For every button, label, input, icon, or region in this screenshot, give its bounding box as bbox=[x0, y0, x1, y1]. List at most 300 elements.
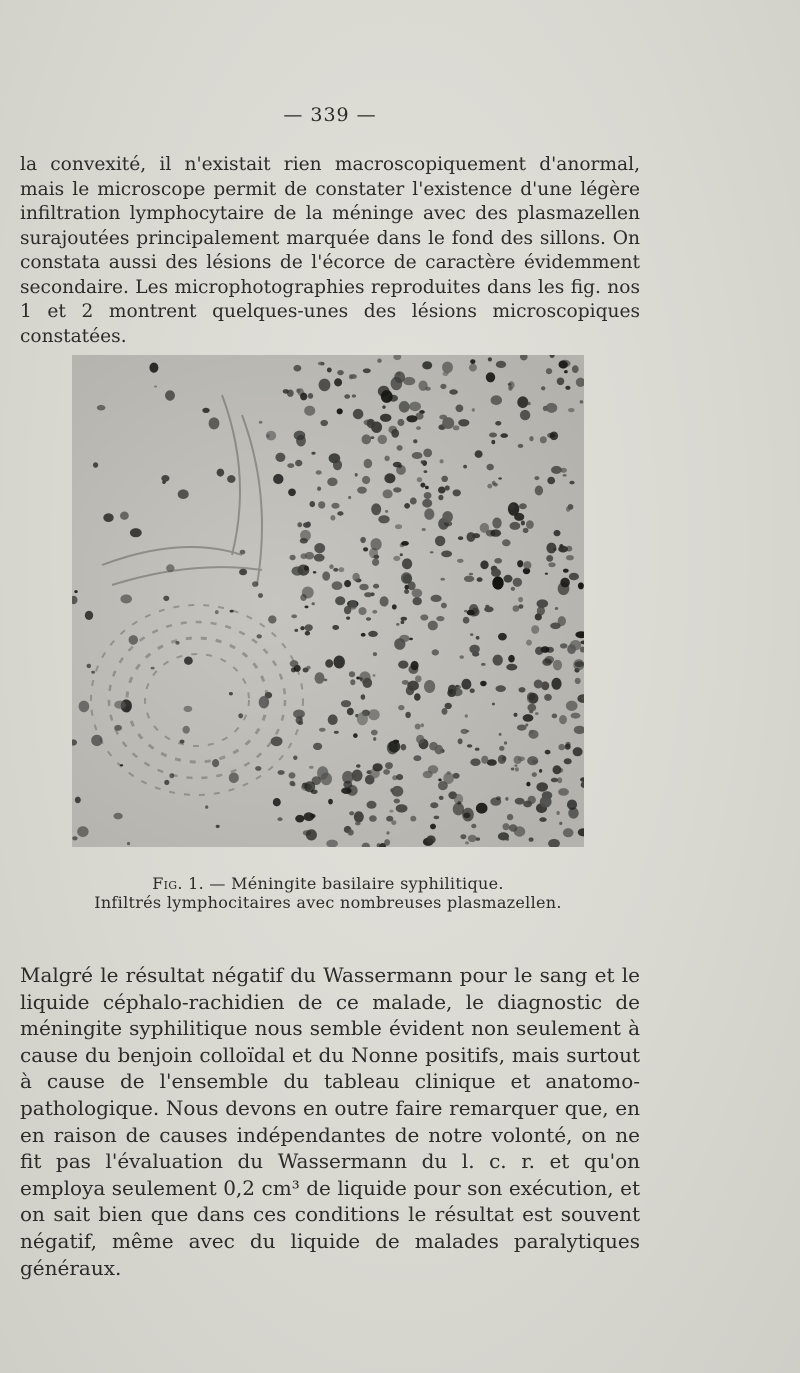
micrograph-cell bbox=[327, 478, 337, 487]
micrograph-cell bbox=[353, 409, 364, 419]
micrograph-cell bbox=[523, 561, 531, 569]
micrograph-cell bbox=[440, 459, 444, 463]
micrograph-cell bbox=[414, 693, 421, 701]
micrograph-cell bbox=[149, 363, 158, 373]
figure-label: Fig. 1. bbox=[152, 874, 204, 893]
micrograph-cell bbox=[471, 824, 476, 829]
micrograph-cell bbox=[546, 403, 558, 413]
micrograph-cell bbox=[349, 811, 354, 815]
micrograph-cell bbox=[398, 661, 408, 669]
micrograph-cell bbox=[180, 740, 185, 744]
micrograph-cell bbox=[337, 511, 343, 515]
micrograph-cell bbox=[566, 701, 578, 711]
micrograph-cell bbox=[384, 839, 390, 846]
micrograph-cell bbox=[93, 462, 98, 468]
micrograph-cell bbox=[305, 631, 310, 636]
micrograph-cell bbox=[349, 374, 353, 379]
micrograph-cell bbox=[355, 822, 361, 826]
micrograph-cell bbox=[315, 672, 325, 684]
micrograph-cell bbox=[534, 476, 539, 480]
micrograph-cell bbox=[412, 589, 423, 598]
page-number: — 339 — bbox=[283, 104, 377, 126]
micrograph-cell bbox=[305, 552, 314, 560]
micrograph-cell bbox=[85, 611, 93, 620]
micrograph-cell bbox=[565, 744, 571, 750]
micrograph-cell bbox=[334, 656, 345, 669]
micrograph-cell bbox=[421, 723, 424, 727]
micrograph-cell bbox=[511, 768, 515, 771]
micrograph-cell bbox=[368, 631, 378, 637]
micrograph-cell bbox=[388, 426, 397, 434]
micrograph-cell bbox=[573, 747, 583, 756]
micrograph-cell bbox=[531, 625, 539, 634]
micrograph-cell bbox=[521, 521, 525, 526]
micrograph-cell bbox=[325, 659, 333, 667]
micrograph-cell bbox=[363, 547, 368, 551]
micrograph-cell bbox=[366, 617, 371, 620]
micrograph-cell bbox=[404, 589, 409, 594]
micrograph-cell bbox=[352, 394, 356, 397]
micrograph-cell bbox=[373, 674, 376, 677]
micrograph-cell bbox=[475, 450, 483, 458]
micrograph-cell bbox=[513, 578, 522, 587]
micrograph-cell bbox=[212, 759, 219, 767]
micrograph-cell bbox=[329, 453, 341, 463]
micrograph-cell bbox=[550, 432, 558, 441]
micrograph-cell bbox=[184, 706, 193, 712]
micrograph-cell bbox=[470, 758, 480, 766]
micrograph-cell bbox=[510, 522, 521, 530]
micrograph-cell bbox=[546, 368, 552, 374]
micrograph-cell bbox=[259, 421, 263, 424]
micrograph-cell bbox=[331, 503, 339, 509]
micrograph-cell bbox=[431, 595, 442, 602]
micrograph-cell bbox=[440, 578, 445, 581]
micrograph-cell bbox=[438, 779, 441, 782]
micrograph-cell bbox=[568, 408, 575, 412]
micrograph-cell bbox=[544, 694, 552, 701]
micrograph-cell bbox=[416, 735, 424, 744]
micrograph-cell bbox=[75, 797, 81, 804]
micrograph-cell bbox=[371, 503, 381, 515]
micrograph-cell bbox=[419, 381, 428, 391]
micrograph-cell bbox=[296, 435, 306, 447]
micrograph-cell bbox=[452, 688, 462, 696]
micrograph-cell bbox=[300, 393, 307, 401]
micrograph-cell bbox=[413, 597, 422, 605]
micrograph-cell bbox=[318, 362, 324, 366]
micrograph-cell bbox=[566, 506, 571, 511]
micrograph-cell bbox=[424, 508, 434, 519]
micrograph-cell bbox=[413, 755, 421, 761]
micrograph-cell bbox=[114, 725, 122, 731]
micrograph-cell bbox=[546, 543, 556, 554]
micrograph-cell bbox=[316, 470, 322, 474]
micrograph-cell bbox=[463, 465, 467, 469]
micrograph-cell bbox=[508, 655, 515, 663]
micrograph-cell bbox=[498, 477, 502, 479]
micrograph-cell bbox=[440, 384, 446, 389]
micrograph-cell bbox=[151, 667, 155, 670]
micrograph-cell bbox=[559, 544, 563, 548]
micrograph-cell bbox=[205, 805, 208, 808]
micrograph-cell bbox=[463, 813, 470, 819]
micrograph-cell bbox=[491, 569, 501, 577]
micrograph-cell bbox=[306, 829, 317, 840]
micrograph-cell bbox=[417, 477, 423, 482]
micrograph-cell bbox=[77, 826, 88, 837]
micrograph-cell bbox=[334, 731, 339, 734]
micrograph-cell bbox=[466, 730, 470, 732]
micrograph-cell bbox=[409, 402, 421, 412]
micrograph-cell bbox=[480, 523, 489, 533]
micrograph-cell bbox=[373, 737, 376, 741]
micrograph-cell bbox=[540, 796, 552, 807]
micrograph-cell bbox=[389, 810, 393, 813]
micrograph-cell bbox=[393, 462, 402, 468]
micrograph-cell bbox=[536, 782, 548, 791]
micrograph-cell bbox=[430, 551, 434, 553]
micrograph-cell bbox=[519, 687, 526, 692]
micrograph-cell bbox=[129, 635, 139, 645]
micrograph-cell bbox=[545, 656, 555, 664]
micrograph-cell bbox=[442, 362, 453, 374]
micrograph-cell bbox=[491, 395, 502, 405]
micrograph-cell bbox=[348, 829, 354, 835]
micrograph-cell bbox=[175, 641, 179, 645]
micrograph-cell bbox=[358, 607, 366, 615]
micrograph-cell bbox=[386, 831, 389, 834]
micrograph-cell bbox=[551, 778, 558, 783]
micrograph-cell bbox=[378, 515, 389, 523]
micrograph-cell bbox=[415, 724, 421, 730]
micrograph-cell bbox=[578, 582, 584, 589]
micrograph-cell bbox=[154, 386, 157, 388]
micrograph-cell bbox=[311, 452, 315, 455]
paragraph-1-text: la convexité, il n'existait rien macroscopiquement d'anormal, mais le microscope permit de constater l'existence d'une légère infiltration lymphocytaire de la méninge avec des plasmazellen surajoutées principalement marquée dans le fond des sillons. On constata aussi des lésions de l'écorce de caractère évidemment secondaire. Les microphotographies reproduites dans les fig. nos 1 et 2 montrent quelques-unes des lésions microscopiques constatées. bbox=[20, 154, 640, 347]
micrograph-cell bbox=[422, 361, 432, 369]
micrograph-cell bbox=[535, 486, 543, 496]
micrograph-cell bbox=[485, 605, 489, 609]
micrograph-cell bbox=[438, 495, 443, 501]
micrograph-cell bbox=[401, 617, 408, 621]
micrograph-cell bbox=[353, 733, 358, 738]
micrograph-cell bbox=[498, 633, 507, 641]
micrograph-cell bbox=[360, 537, 366, 543]
micrograph-cell bbox=[238, 713, 243, 718]
micrograph-cell bbox=[545, 750, 551, 755]
micrograph-cell bbox=[255, 766, 261, 771]
micrograph-cell bbox=[528, 402, 531, 406]
micrograph-cell bbox=[436, 616, 444, 621]
micrograph-cell bbox=[420, 483, 425, 488]
micrograph-cell bbox=[360, 677, 363, 680]
micrograph-cell bbox=[540, 436, 547, 443]
micrograph-cell bbox=[344, 394, 350, 399]
micrograph-cell bbox=[480, 560, 488, 569]
micrograph-cell bbox=[332, 625, 339, 630]
micrograph-cell bbox=[114, 701, 126, 709]
micrograph-cell bbox=[404, 503, 410, 509]
micrograph-cell bbox=[499, 746, 504, 751]
micrograph-cell bbox=[373, 555, 379, 559]
micrograph-cell bbox=[371, 538, 382, 550]
micrograph-cell bbox=[97, 405, 106, 411]
micrograph-cell bbox=[318, 501, 325, 508]
micrograph-cell bbox=[518, 597, 523, 602]
micrograph-cell bbox=[511, 587, 515, 591]
micrograph-cell bbox=[277, 817, 282, 821]
micrograph-cell bbox=[520, 410, 530, 420]
micrograph-cell bbox=[517, 560, 523, 567]
micrograph-cell bbox=[575, 678, 581, 684]
micrograph-cell bbox=[457, 559, 464, 563]
micrograph-cell bbox=[343, 781, 352, 788]
micrograph-cell bbox=[548, 562, 555, 567]
micrograph-cell bbox=[465, 714, 468, 717]
micrograph-cell bbox=[394, 799, 400, 804]
micrograph-cell bbox=[334, 378, 342, 386]
micrograph-cell bbox=[566, 555, 574, 560]
micrograph-cell bbox=[534, 680, 543, 689]
micrograph-cell bbox=[330, 515, 335, 521]
micrograph-cell bbox=[529, 730, 533, 734]
micrograph-cell bbox=[416, 426, 421, 430]
micrograph-cell bbox=[470, 688, 475, 693]
micrograph-cell bbox=[409, 638, 413, 641]
micrograph-cell bbox=[300, 594, 306, 601]
micrograph-cell bbox=[475, 748, 480, 751]
micrograph-cell bbox=[337, 370, 344, 375]
micrograph-cell bbox=[421, 460, 425, 464]
micrograph-cell bbox=[564, 370, 568, 373]
micrograph-cell bbox=[252, 581, 258, 587]
micrograph-cell bbox=[356, 764, 360, 768]
micrograph-cell bbox=[518, 757, 525, 762]
caption-line-2: Infiltrés lymphocitaires avec nombreuses plasmazellen. bbox=[94, 893, 562, 912]
micrograph-cell bbox=[401, 744, 407, 751]
micrograph-cell bbox=[515, 767, 519, 771]
micrograph-cell bbox=[425, 486, 429, 489]
micrograph-cell bbox=[273, 798, 281, 806]
micrograph-cell bbox=[499, 733, 502, 736]
micrograph-cell bbox=[496, 685, 506, 692]
micrograph-cell bbox=[568, 808, 578, 819]
micrograph-cell bbox=[290, 555, 296, 561]
micrograph-cell bbox=[341, 700, 351, 707]
micrograph-cell bbox=[537, 606, 545, 615]
micrograph-cell bbox=[367, 419, 375, 428]
micrograph-cell bbox=[496, 361, 506, 368]
micrograph-cell bbox=[438, 781, 448, 790]
micrograph-cell bbox=[487, 484, 492, 489]
micrograph-cell bbox=[513, 605, 520, 612]
micrograph-cell bbox=[554, 548, 557, 551]
micrograph-cell bbox=[292, 566, 304, 575]
micrograph-cell bbox=[310, 501, 316, 507]
micrograph-cell bbox=[500, 433, 508, 438]
micrograph-cell bbox=[390, 788, 394, 792]
micrograph-cell bbox=[319, 379, 331, 392]
micrograph-cell bbox=[505, 797, 508, 801]
micrograph-cell bbox=[357, 712, 368, 725]
micrograph-cell bbox=[490, 797, 501, 805]
micrograph-cell bbox=[422, 528, 426, 531]
micrograph-cell bbox=[506, 664, 517, 671]
micrograph-cell bbox=[428, 765, 438, 774]
micrograph-cell bbox=[402, 558, 412, 569]
micrograph-cell bbox=[492, 518, 501, 529]
micrograph-cell bbox=[535, 647, 543, 655]
micrograph-cell bbox=[552, 714, 558, 719]
micrograph-cell bbox=[503, 823, 510, 830]
micrograph-cell bbox=[514, 713, 518, 717]
micrograph-cell bbox=[271, 737, 283, 747]
micrograph-cell bbox=[216, 825, 220, 828]
micrograph-cell bbox=[165, 390, 175, 400]
micrograph-cell bbox=[178, 489, 189, 499]
micrograph-cell bbox=[402, 680, 409, 685]
micrograph-cell bbox=[445, 485, 450, 490]
micrograph-cell bbox=[339, 567, 345, 572]
micrograph-cell bbox=[441, 476, 448, 482]
micrograph-cell bbox=[509, 824, 517, 831]
micrograph-cell bbox=[303, 522, 311, 528]
micrograph-cell bbox=[91, 671, 95, 674]
micrograph-cell bbox=[442, 511, 453, 523]
micrograph-cell bbox=[514, 765, 517, 767]
micrograph-cell bbox=[442, 708, 448, 715]
micrograph-cell bbox=[435, 745, 444, 755]
micrograph-cell bbox=[426, 835, 435, 843]
micrograph-cell bbox=[454, 794, 463, 804]
micrograph-cell bbox=[476, 803, 488, 814]
micrograph-cell bbox=[295, 460, 302, 467]
micrograph-cell bbox=[308, 393, 313, 399]
micrograph-cell bbox=[422, 499, 432, 508]
micrograph-cell bbox=[291, 614, 297, 618]
micrograph-cell bbox=[424, 680, 435, 693]
micrograph-cell bbox=[415, 675, 422, 682]
micrograph-cell bbox=[327, 368, 332, 373]
micrograph-cell bbox=[490, 529, 501, 536]
micrograph-cell bbox=[202, 408, 209, 413]
micrograph-cell bbox=[532, 760, 538, 764]
micrograph-cell bbox=[120, 594, 132, 603]
micrograph-cell bbox=[555, 607, 558, 610]
micrograph-cell bbox=[268, 615, 276, 623]
micrograph-cell bbox=[377, 359, 381, 363]
micrograph-cell bbox=[305, 606, 309, 609]
micrograph-cell bbox=[388, 741, 400, 753]
micrograph-cell bbox=[494, 558, 502, 564]
micrograph-cell bbox=[468, 835, 477, 842]
micrograph-cell bbox=[380, 596, 389, 606]
micrograph-cell bbox=[435, 536, 445, 546]
micrograph-cell bbox=[341, 787, 351, 794]
micrograph-cell bbox=[488, 357, 492, 361]
micrograph-cell bbox=[350, 679, 355, 685]
micrograph-cell bbox=[541, 386, 545, 390]
micrograph-cell bbox=[369, 815, 377, 822]
micrograph-cell bbox=[441, 603, 447, 609]
micrograph-cell bbox=[509, 504, 515, 509]
micrograph-cell bbox=[79, 701, 90, 713]
micrograph-cell bbox=[291, 782, 295, 786]
micrograph-cell bbox=[456, 405, 464, 413]
micrograph-cell bbox=[352, 573, 359, 582]
micrograph-cell bbox=[481, 756, 488, 764]
micrograph-cell bbox=[453, 425, 460, 430]
micrograph-cell bbox=[354, 811, 364, 822]
micrograph-cell bbox=[309, 766, 314, 769]
micrograph-cell bbox=[209, 417, 220, 429]
micrograph-cell bbox=[551, 466, 562, 474]
micrograph-cell bbox=[553, 765, 562, 774]
micrograph-cell bbox=[130, 528, 142, 537]
micrograph-cell bbox=[295, 815, 304, 823]
micrograph-cell bbox=[420, 614, 428, 620]
micrograph-cell bbox=[383, 769, 390, 775]
micrograph-cell bbox=[361, 633, 366, 637]
micrograph-cell bbox=[502, 756, 507, 761]
caption-line-1 bbox=[72, 874, 584, 893]
micrograph-cell bbox=[395, 524, 402, 529]
micrograph-cell bbox=[467, 610, 475, 616]
micrograph-cell bbox=[523, 528, 529, 533]
micrograph-cell bbox=[507, 814, 513, 820]
micrograph-cell bbox=[572, 365, 579, 373]
micrograph-cell bbox=[372, 559, 379, 566]
figure-1-micrograph bbox=[72, 355, 584, 847]
micrograph-cell bbox=[74, 590, 77, 593]
micrograph-cell bbox=[183, 726, 190, 734]
micrograph-cell bbox=[480, 681, 487, 687]
micrograph-cell bbox=[364, 459, 373, 468]
micrograph-cell bbox=[463, 617, 470, 624]
micrograph-cell bbox=[563, 474, 567, 477]
micrograph-cell bbox=[114, 813, 123, 820]
micrograph-cell bbox=[508, 383, 512, 386]
micrograph-cell bbox=[164, 780, 169, 785]
figure-title: — Méningite basilaire syphilitique. bbox=[209, 874, 504, 893]
micrograph-cell bbox=[314, 554, 325, 562]
micrograph-cell bbox=[563, 828, 574, 837]
micrograph-cell bbox=[314, 543, 325, 553]
micrograph-cell bbox=[546, 555, 553, 562]
micrograph-cell bbox=[373, 652, 377, 656]
micrograph-cell bbox=[259, 696, 269, 708]
micrograph-cell bbox=[489, 433, 497, 438]
micrograph-cell bbox=[300, 626, 304, 630]
micrograph-cell bbox=[320, 420, 328, 426]
micrograph-cell bbox=[396, 774, 403, 780]
micrograph-cell bbox=[550, 623, 561, 630]
micrograph-cell bbox=[347, 708, 354, 715]
micrograph-cell bbox=[382, 405, 385, 408]
micrograph-cell bbox=[406, 415, 417, 422]
micrograph-cell bbox=[166, 564, 174, 572]
micrograph-cell bbox=[361, 694, 366, 700]
micrograph-cell bbox=[560, 578, 570, 588]
micrograph-cell bbox=[469, 573, 473, 576]
micrograph-cell bbox=[239, 569, 247, 576]
micrograph-cell bbox=[523, 801, 532, 808]
micrograph-cell bbox=[532, 772, 537, 777]
micrograph-cell bbox=[386, 816, 393, 822]
micrograph-cell bbox=[506, 838, 509, 841]
paragraph-2-text: Malgré le résultat négatif du Wassermann pour le sang et le liquide céphalo-rachidien de ce malade, le diagnostic de méningite syphilitique nous semble évident non seulement à cause du benjoin colloïdal et du Nonne positifs, mais surtout à cause de l'ensemble du tableau clinique et anatomo-pathologique. Nous devons en outre faire remarquer que, en en raison de causes indépendantes de notre volonté, on ne fit pas l'évaluation du Wassermann du l. c. r. et qu'on employa seulement 0,2 cm³ de liquide pour son exécution, et on sait bien que dans ces conditions le résultat est souvent négatif, même avec du liquide de malades paralytiques généraux. bbox=[20, 963, 640, 1280]
